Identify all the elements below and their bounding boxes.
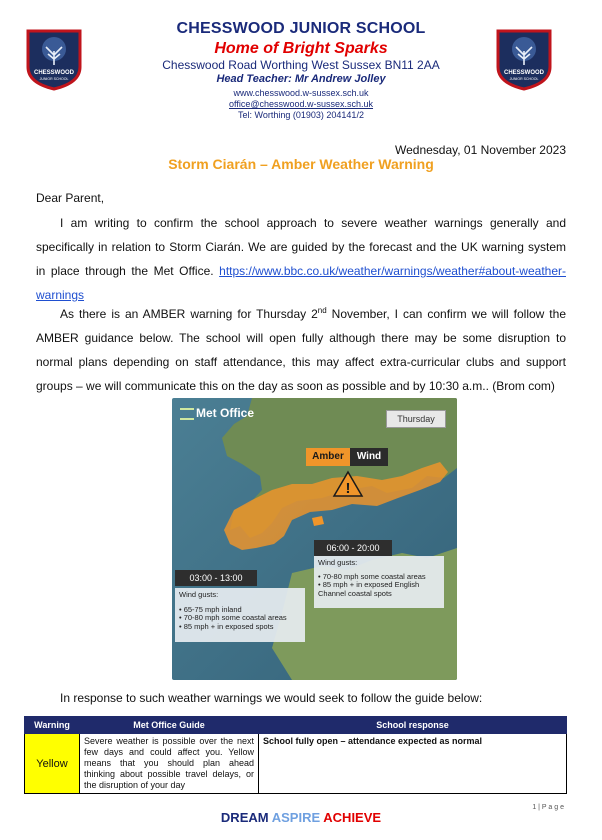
footer-dream: DREAM [220,810,269,825]
met-office-logo-icon [180,408,194,420]
met-office-warning-map [172,398,457,680]
header-guide: Met Office Guide [80,717,259,734]
footer-slogan [0,810,602,825]
footer-aspire: ASPIRE [271,810,321,825]
school-name: CHESSWOOD JUNIOR SCHOOL [176,20,426,37]
paragraph-1-text: I am writing to confirm the school approach to severe weather warnings generally and specifically in relation to Storm Ciarán. We are guided by the forecast and the UK warning system in place through the Met Office. [36,216,566,278]
met-office-brand: Met Office [180,406,254,420]
email-link[interactable]: office@chesswood.w-sussex.sch.uk [228,99,374,109]
salutation: Dear Parent, [36,191,105,205]
gust-line: • 70-80 mph some coastal areas [179,613,287,622]
table-header-row [25,717,567,734]
day-label: Thursday [386,410,446,428]
gust-line: • 85 mph + in exposed spots [179,621,274,631]
letter-date: Wednesday, 01 November 2023 [395,143,566,157]
guide-cell: Severe weather is possible over the next few days and could affect you. Yellow means that you should plan ahead thinking about possible travel delays, or the disruption of your day [80,734,259,794]
time-label-east: 06:00 - 20:00 [314,540,392,556]
website[interactable]: www.chesswood.w-sussex.sch.uk [233,88,369,98]
table-row [25,734,567,794]
svg-text:JUNIOR SCHOOL: JUNIOR SCHOOL [39,77,69,81]
paragraph-3: In response to such weather warnings we would seek to follow the guide below: [60,691,483,705]
paragraph-2 [36,302,566,398]
gust-line: • 85 mph + in exposed English [318,580,420,589]
gusts-box-west [175,588,305,642]
school-address: Chesswood Road Worthing West Sussex BN11 2AA [162,58,440,72]
gust-line: Channel coastal spots [318,588,392,598]
gust-line: • 65-75 mph inland [179,604,242,614]
footer-achieve: ACHIEVE [323,810,382,825]
header-warning: Warning [25,717,80,734]
wind-tag: Wind [350,448,388,466]
svg-text:CHESSWOOD: CHESSWOOD [33,70,75,76]
response-cell: School fully open – attendance expected as normal [259,734,567,794]
weather-guide-table [24,716,567,794]
ordinal-suffix: nd [317,306,327,315]
svg-text:JUNIOR SCHOOL: JUNIOR SCHOOL [509,77,539,81]
telephone: Tel: Worthing (01903) 204141/2 [238,110,364,120]
header-response: School response [259,717,567,734]
paragraph-2-text-b: November, I can confirm we will follow the AMBER guidance below. The school will open fully although there may be some disruption to normal plans depending on staff attendance, this may affect extra-curricular clubs and support groups – we will communicate this on the day as soon as possible and by 10:30 a.m.. (Brom com) [36,307,566,393]
letter-title: Storm Ciarán – Amber Weather Warning [168,156,434,172]
gusts-box-east [314,556,444,608]
amber-tag: Amber [306,448,350,466]
school-motto: Home of Bright Sparks [214,40,388,57]
warning-level-cell: Yellow [25,734,80,794]
paragraph-2-text-a: As there is an AMBER warning for Thursday 2 [60,307,318,321]
exclamation-mark: ! [345,480,351,497]
page-number: 1 | P a g e [532,804,564,811]
time-label-west: 03:00 - 13:00 [175,570,257,586]
svg-text:CHESSWOOD: CHESSWOOD [503,70,545,76]
bbc-warnings-link[interactable]: https://www.bbc.co.uk/weather/warnings/weather#about-weather-warnings [36,264,566,302]
head-teacher: Head Teacher: Mr Andrew Jolley [216,73,386,85]
paragraph-1 [36,211,566,307]
gusts-title-west: Wind gusts: [179,590,219,599]
gusts-title-east: Wind gusts: [318,558,358,567]
gust-line: • 70-80 mph some coastal areas [318,571,426,581]
